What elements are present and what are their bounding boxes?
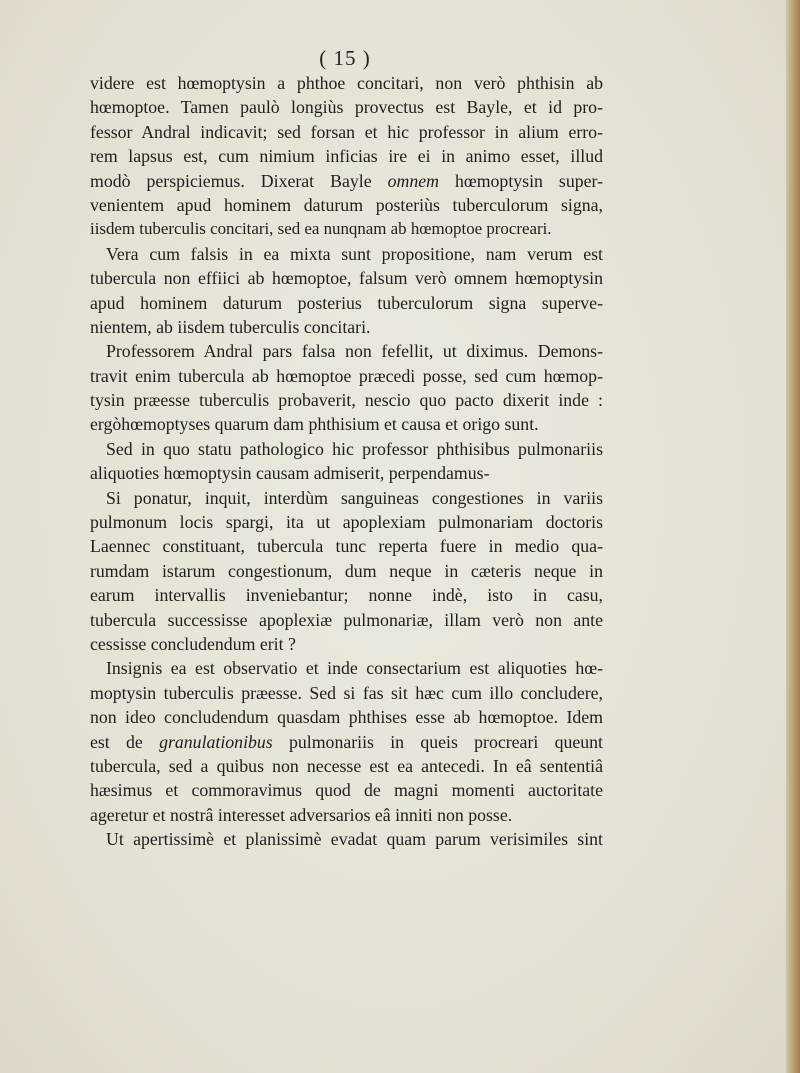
text-line: pulmonum locis spargi, ita ut apoplexiam pulmonariam doctoris (90, 512, 603, 533)
text-line: fessor Andral indicavit; sed forsan et hic professor in alium erro- (90, 121, 603, 142)
text-line: tubercula successisse apoplexiæ pulmonariæ, illam verò non ante (90, 609, 603, 630)
text-line: Professorem Andral pars falsa non fefellit, ut diximus. Demons- (106, 341, 603, 362)
text-line: est de granulationibus pulmonariis in queis procreari queunt (90, 731, 603, 752)
text-line: venientem apud hominem daturum posteriùs tuberculorum signa, (90, 194, 603, 215)
text-line: tubercula non effiici ab hœmoptoe, falsum verò omnem hœmoptysin (90, 268, 603, 289)
text-line: rem lapsus est, cum nimium inficias ire ei in animo esset, illud (90, 146, 603, 167)
text-line: non ideo concludendum quasdam phthises esse ab hœmoptoe. Idem (90, 707, 603, 728)
text-line: cessisse concludendum erit ? (90, 633, 296, 654)
text-line: earum intervallis inveniebantur; nonne indè, isto in casu, (90, 585, 603, 606)
text-line: hæsimus et commoravimus quod de magni momenti auctoritate (90, 780, 603, 801)
text-line: nientem, ab iisdem tuberculis concitari. (90, 316, 371, 337)
text-line: Insignis ea est observatio et inde consectarium est aliquoties hœ- (106, 658, 603, 679)
book-spine-edge (786, 0, 800, 1073)
text-line: ergòhœmoptyses quarum dam phthisium et causa et origo sunt. (90, 414, 539, 435)
text-line: travit enim tubercula ab hœmoptoe præcedi posse, sed cum hœmop- (90, 365, 603, 386)
text-line: aliquoties hœmoptysin causam admiserit, perpendamus- (90, 463, 490, 484)
text-line: Sed in quo statu pathologico hic professor phthisibus pulmonariis (106, 438, 603, 459)
text-line: moptysin tuberculis præesse. Sed si fas sit hæc cum illo concludere, (90, 682, 603, 703)
text-line: Laennec constituant, tubercula tunc reperta fuere in medio qua- (90, 536, 603, 557)
text-line: hœmoptoe. Tamen paulò longiùs provectus est Bayle, et id pro- (90, 97, 603, 118)
page-number: ( 15 ) (319, 46, 371, 70)
text-line: ageretur et nostrâ interesset adversarios eâ inniti non posse. (90, 804, 513, 825)
text-line: Vera cum falsis in ea mixta sunt propositione, nam verum est (106, 243, 603, 264)
text-line: Ut apertissimè et planissimè evadat quam parum verisimiles sint (106, 829, 603, 850)
text-line: tysin præesse tuberculis probaverit, nescio quo pacto dixerit inde : (90, 390, 603, 411)
text-line: rumdam istarum congestionum, dum neque in cæteris neque in (90, 560, 603, 581)
italic-term: granulationibus (159, 731, 273, 752)
text-line: videre est hœmoptysin a phthoe concitari, non verò phthisin ab (90, 73, 603, 93)
text-line: tubercula, sed a quibus non necesse est ea antecedi. In eâ sententiâ (90, 755, 603, 776)
body-text (90, 71, 603, 852)
text-line: Si ponatur, inquit, interdùm sanguineas congestiones in variis (106, 487, 603, 508)
italic-term: omnem (387, 170, 439, 191)
text-line: apud hominem daturum posterius tuberculorum signa superve- (90, 292, 603, 313)
text-line: iisdem tuberculis concitari, sed ea nunqnam ab hœmoptoe procreari. (90, 219, 552, 239)
text-line: modò perspiciemus. Dixerat Bayle omnem hœmoptysin super- (90, 170, 603, 191)
